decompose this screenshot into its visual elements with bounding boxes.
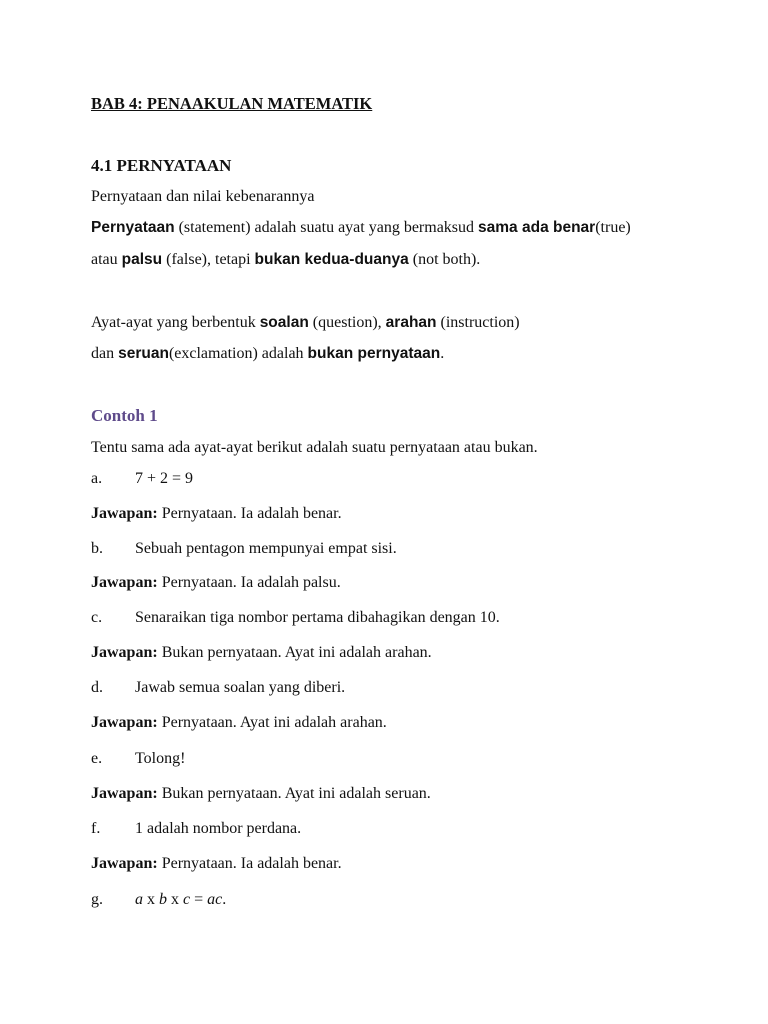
text-run: (question), [308, 314, 386, 331]
example-heading: Contoh 1 [91, 406, 158, 425]
item-text: Jawab semua soalan yang diberi. [135, 679, 346, 696]
subheading: Pernyataan dan nilai kebenarannya [91, 188, 315, 205]
answer-label: Jawapan: [91, 785, 158, 802]
example-item-e [91, 749, 185, 769]
item-text: 1 adalah nombor perdana. [135, 820, 302, 837]
text-run: (exclamation) adalah [168, 345, 308, 362]
text-run: . [440, 345, 445, 362]
text-run: (false), tetapi [162, 251, 255, 268]
text-run: (statement) adalah suatu ayat yang bermaksud [174, 219, 479, 236]
bold-term: arahan [385, 314, 437, 331]
bold-term: bukan kedua-duanya [254, 251, 409, 268]
answer-label: Jawapan: [91, 714, 158, 731]
answer-b [91, 573, 341, 593]
answer-text: Pernyataan. Ia adalah benar. [157, 855, 342, 872]
item-label: a. [91, 470, 103, 487]
text-run: atau [91, 251, 122, 268]
math-operator: = [190, 891, 208, 908]
item-text: Senaraikan tiga nombor pertama dibahagikan dengan 10. [135, 609, 500, 626]
answer-label: Jawapan: [91, 505, 158, 522]
math-operator: . [222, 891, 227, 908]
item-label: d. [91, 679, 103, 696]
bold-term: bukan pernyataan [307, 345, 441, 362]
answer-e [91, 784, 431, 804]
answer-text: Pernyataan. Ia adalah benar. [157, 505, 342, 522]
answer-f [91, 854, 342, 874]
example-item-g [91, 890, 226, 910]
example-item-d [91, 678, 345, 698]
chapter-title: BAB 4: PENAAKULAN MATEMATIK [91, 94, 373, 113]
nonstatement-line-1 [91, 313, 520, 333]
item-text: 7 + 2 = 9 [135, 470, 194, 487]
answer-label: Jawapan: [91, 644, 158, 661]
answer-text: Pernyataan. Ayat ini adalah arahan. [157, 714, 387, 731]
example-item-f [91, 819, 301, 839]
example-instruction: Tentu sama ada ayat-ayat berikut adalah suatu pernyataan atau bukan. [91, 439, 538, 456]
math-operator: x [143, 891, 159, 908]
section-heading: 4.1 PERNYATAAN [91, 156, 232, 175]
nonstatement-line-2 [91, 344, 444, 364]
item-label: e. [91, 750, 103, 767]
math-variable: ac [207, 891, 223, 908]
item-text: Tolong! [135, 750, 186, 767]
example-item-b [91, 539, 397, 559]
answer-label: Jawapan: [91, 574, 158, 591]
answer-label: Jawapan: [91, 855, 158, 872]
answer-text: Pernyataan. Ia adalah palsu. [157, 574, 341, 591]
definition-line-2 [91, 250, 480, 270]
answer-d [91, 713, 387, 733]
bold-term: Pernyataan [91, 219, 175, 236]
math-variable: a [135, 891, 143, 908]
bold-term: sama ada benar [478, 219, 596, 236]
definition-line-1 [91, 218, 631, 238]
item-label: c. [91, 609, 103, 626]
text-run: Ayat-ayat yang berbentuk [91, 314, 260, 331]
math-variable: b [159, 891, 167, 908]
math-variable: c [183, 891, 191, 908]
item-label: g. [91, 891, 103, 908]
answer-text: Bukan pernyataan. Ayat ini adalah arahan. [157, 644, 432, 661]
item-label: f. [91, 820, 101, 837]
text-run: (true) [595, 219, 631, 236]
bold-term: seruan [118, 345, 169, 362]
text-run: (instruction) [436, 314, 520, 331]
item-label: b. [91, 540, 103, 557]
bold-term: palsu [121, 251, 163, 268]
answer-a [91, 504, 342, 524]
example-item-a [91, 469, 193, 489]
bold-term: soalan [259, 314, 309, 331]
answer-text: Bukan pernyataan. Ayat ini adalah seruan. [157, 785, 431, 802]
text-run: dan [91, 345, 119, 362]
answer-c [91, 643, 432, 663]
math-operator: x [167, 891, 183, 908]
item-text: Sebuah pentagon mempunyai empat sisi. [135, 540, 397, 557]
example-item-c [91, 608, 500, 628]
text-run: (not both). [408, 251, 481, 268]
